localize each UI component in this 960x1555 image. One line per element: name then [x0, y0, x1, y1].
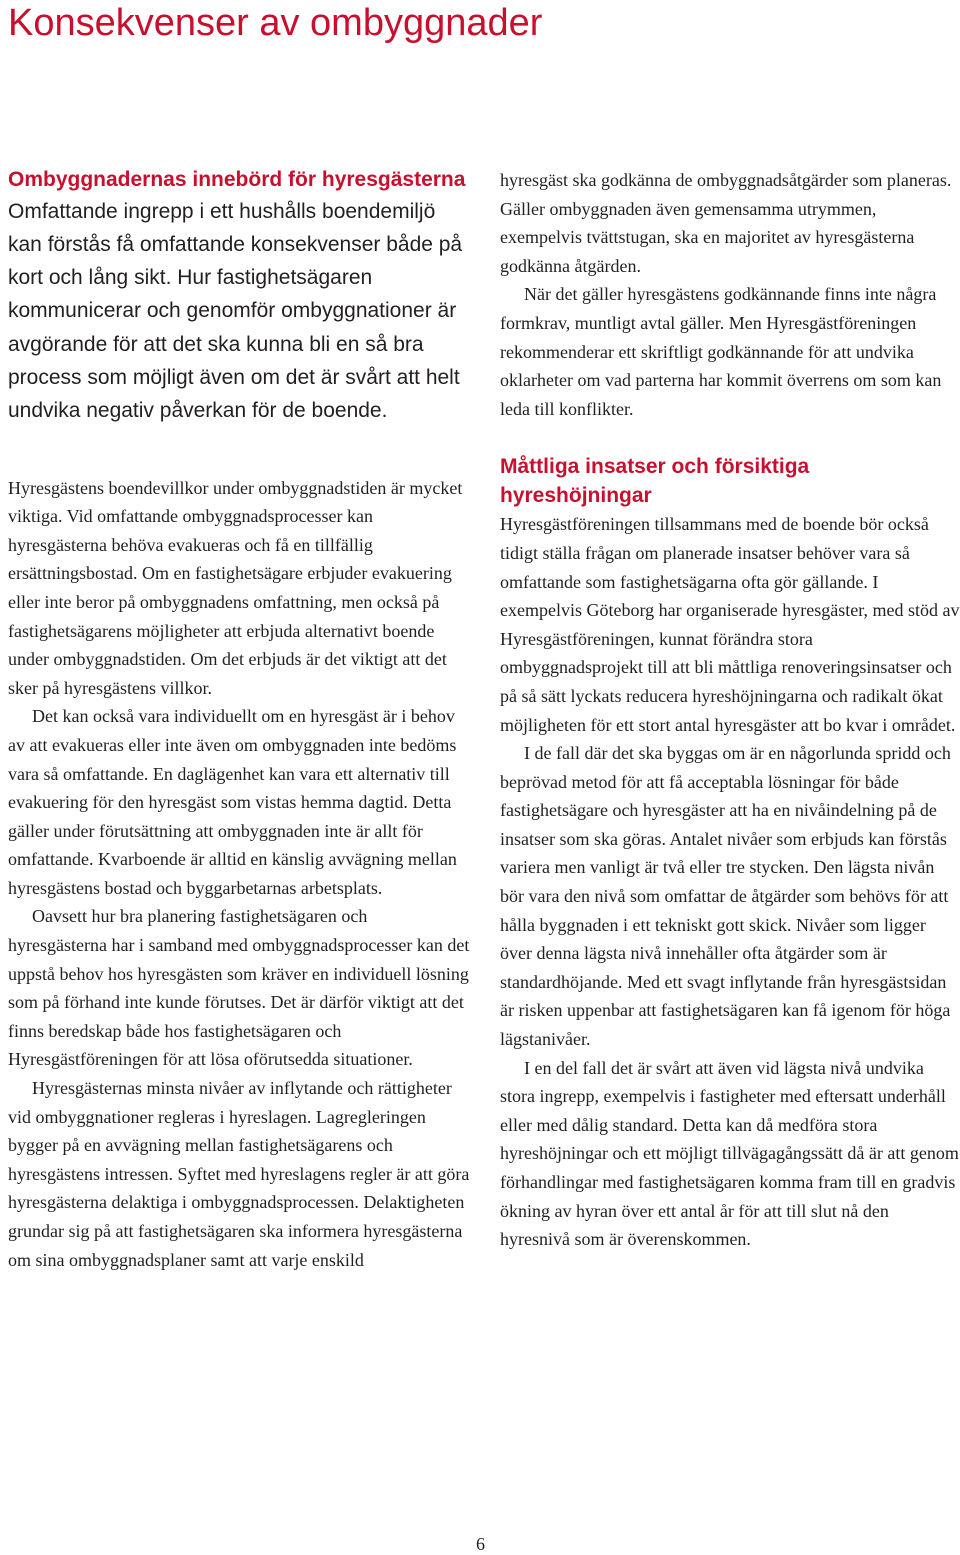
- section-heading-right: Måttliga insatser och försiktiga hyreshöjningar: [500, 455, 810, 507]
- body-paragraph: När det gäller hyresgästens godkännande finns inte några formkrav, muntligt avtal gäller. Men Hyresgästföreningen rekommenderar ett skriftligt godkännande för att undvika oklarheter om vad parterna har kommit överrens om som kan leda till konflikter.: [500, 284, 942, 419]
- right-column: [500, 166, 960, 1254]
- body-paragraph: I en del fall det är svårt att även vid lägsta nivå undvika stora ingrepp, exempelvis i fastigheter med eftersatt underhåll eller med dålig standard. Detta kan då medföra stora hyreshöjningar och ett möjligt tillvägagångssätt då är att genom förhandlingar med fastighetsägaren komma fram till en gradvis ökning av hyran över ett antal år för att till slut nå den hyresnivå som är överenskommen.: [500, 1057, 959, 1250]
- left-column: [8, 166, 470, 1274]
- body-paragraph: Det kan också vara individuellt om en hyresgäst är i behov av att evakueras eller inte även om ombyggnaden inte bedöms vara så omfattande. En daglägenhet kan vara ett alternativ till evakuering för den hyresgäst som vistas hemma dagtid. Detta gäller under förutsättning att ombyggnaden inte är allt för omfattande. Kvarboende är alltid en känslig avvägning mellan hyresgästens bostad och byggarbetarnas arbetsplats.: [8, 706, 457, 898]
- body-paragraph: I de fall där det ska byggas om är en någorlunda spridd och beprövad metod för att få acceptabla lösningar för både fastighetsägare och hyresgäster att ha en nivåindelning på de insatser som ska göras. Antalet nivåer som erbjuds kan förstås variera men vanligt är två eller tre stycken. Den lägsta nivån bör vara den nivå som omfattar de åtgärder som behövs för att hålla byggnaden i ett tekniskt gott skick. Nivåer som ligger över denna lägsta nivå innehåller ofta åtgärder som är standardhöjande. Med ett svagt inflytande från hyresgästsidan är risken uppenbar att fastighetsägaren kan få igenom för höga lägstanivåer.: [500, 743, 951, 1050]
- section-heading-left: Ombyggnadernas innebörd för hyresgästerna: [8, 168, 466, 191]
- ingress-paragraph: Omfattande ingrepp i ett hushålls boendemiljö kan förstås få omfattande konsekvenser både på kort och lång sikt. Hur fastighetsägaren kommunicerar och genomför ombyggnationer är avgörande för att det ska kunna bli en så bra process som möjligt även om det är svårt att helt undvika negativ påverkan för de boende.: [8, 199, 463, 423]
- page-number: 6: [476, 1534, 485, 1554]
- body-paragraph: Hyresgästföreningen tillsammans med de boende bör också tidigt ställa frågan om planerade insatser behöver vara så omfattande som fastighetsägarna ofta gör gällande. I exempelvis Göteborg har organiserade hyresgäster, med stöd av Hyresgästföreningen, kunnat förändra stora ombyggnadsprojekt till att bli måttliga renoveringsinsatser och på så sätt lyckats reducera hyreshöjningarna och radikalt ökat möjligheten för ett stort antal hyresgäster att bo kvar i området.: [500, 514, 960, 735]
- page-title: Konsekvenser av ombyggnader: [8, 2, 543, 44]
- body-paragraph: hyresgäst ska godkänna de ombyggnadsåtgärder som planeras. Gäller ombyggnaden även gemensamma utrymmen, exempelvis tvättstugan, ska en majoritet av hyresgästerna godkänna åtgärden.: [500, 170, 952, 276]
- body-paragraph: Oavsett hur bra planering fastighetsägaren och hyresgästerna har i samband med ombyggnadsprocesser kan det uppstå behov hos hyresgästen som kräver en individuell lösning som på förhand inte kunde förutses. Det är därför viktigt att det finns beredskap både hos fastighetsägaren och Hyresgästföreningen för att lösa oförutsedda situationer.: [8, 906, 470, 1070]
- body-paragraph: Hyresgästernas minsta nivåer av inflytande och rättigheter vid ombyggnationer regleras i hyreslagen. Lagregleringen bygger på en avvägning mellan fastighetsägarens och hyresgästens intressen. Syftet med hyreslagens regler är att göra hyresgästerna delaktiga i ombyggnadsprocessen. Delaktigheten grundar sig på att fastighetsägaren ska informera hyresgästerna om sina ombyggnadsplaner samt att varje enskild: [8, 1078, 470, 1270]
- body-paragraph: Hyresgästens boendevillkor under ombyggnadstiden är mycket viktiga. Vid omfattande ombyggnadsprocesser kan hyresgästerna behöva evakueras och få en tillfällig ersättningsbostad. Om en fastighetsägare erbjuder evakuering eller inte beror på ombyggnadens omfattning, men också på fastighetsägarens möjligheter att erbjuda alternativt boende under ombyggnadstiden. Om det erbjuds är det viktigt att det sker på hyresgästens villkor.: [8, 477, 463, 698]
